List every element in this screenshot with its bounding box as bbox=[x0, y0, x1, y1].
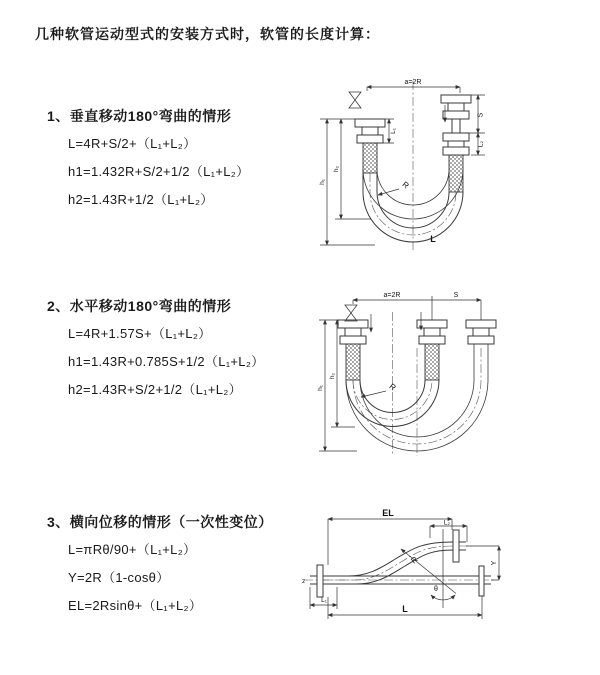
hose-hatch bbox=[425, 344, 439, 380]
section-lateral-displacement bbox=[47, 512, 273, 620]
length-label: L bbox=[430, 234, 436, 244]
section-horizontal-movement bbox=[47, 296, 264, 404]
dim-label-l2: L₂ bbox=[443, 519, 451, 527]
dim-label-h1: h₁ bbox=[319, 179, 326, 185]
dim-label-h1: h₁ bbox=[317, 385, 324, 391]
dimension-lines bbox=[317, 292, 481, 451]
left-fitting bbox=[355, 119, 385, 173]
formula-line: h1=1.432R+S/2+1/2（L₁+L₂） bbox=[68, 164, 250, 179]
diagram-horizontal-180-bend bbox=[315, 288, 595, 463]
section-heading: 3、横向位移的情形（一次性变位） bbox=[47, 514, 273, 530]
section-vertical-movement bbox=[47, 106, 249, 214]
formula-line: L=4R+S/2+（L₁+L₂） bbox=[68, 136, 197, 151]
dim-label-h2: h₂ bbox=[333, 165, 340, 173]
formula-list bbox=[47, 320, 264, 404]
axis-mark: z bbox=[302, 578, 306, 585]
right-fitting bbox=[441, 95, 471, 192]
centerlines bbox=[353, 312, 481, 456]
valve-icon bbox=[349, 92, 361, 108]
dim-label-l2: L₂ bbox=[477, 140, 485, 148]
dim-label-s: S bbox=[477, 112, 485, 118]
centerlines bbox=[304, 546, 496, 580]
angle-label: θ bbox=[434, 586, 438, 593]
hose-body bbox=[323, 542, 453, 584]
formula-line: Y=2R（1-cosθ） bbox=[68, 570, 170, 585]
formula-line: h2=1.43R+1/2（L₁+L₂） bbox=[68, 192, 214, 207]
dim-label-l1: L₁ bbox=[321, 597, 327, 604]
formula-line: L=4R+1.57S+（L₁+L₂） bbox=[68, 326, 212, 341]
diagram-lateral-displacement bbox=[300, 505, 510, 645]
centerlines bbox=[370, 81, 456, 251]
formula-line: h2=1.43R+S/2+1/2（L₁+L₂） bbox=[68, 382, 242, 397]
valve-icon bbox=[345, 305, 357, 321]
dimension-lines bbox=[310, 508, 499, 619]
dim-label-l1: L₁ bbox=[390, 128, 397, 134]
section-heading: 1、垂直移动180°弯曲的情形 bbox=[47, 108, 232, 124]
length-label: L bbox=[402, 604, 408, 614]
radius-label: R bbox=[409, 554, 420, 566]
middle-fitting bbox=[417, 320, 447, 380]
section-heading: 2、水平移动180°弯曲的情形 bbox=[47, 298, 232, 314]
page-title: 几种软管运动型式的安装方式时，软管的长度计算： bbox=[35, 26, 380, 42]
formula-line: h1=1.43R+0.785S+1/2（L₁+L₂） bbox=[68, 354, 265, 369]
dim-label-a2r: a=2R bbox=[383, 292, 401, 299]
dim-label-s: S bbox=[453, 292, 459, 299]
dim-label-h2: h₂ bbox=[329, 372, 336, 380]
hose-hatch bbox=[346, 344, 360, 380]
right-flange bbox=[479, 566, 491, 596]
formula-line: EL=2Rsinθ+（L₁+L₂） bbox=[68, 598, 203, 613]
dim-label-a2r: a=2R bbox=[404, 79, 422, 86]
formula-list bbox=[47, 536, 273, 620]
formula-line: L=πRθ/90+（L₁+L₂） bbox=[68, 542, 197, 557]
hose-hatch bbox=[363, 143, 377, 173]
dim-label-y: Y bbox=[491, 560, 498, 566]
left-flange bbox=[310, 565, 323, 597]
diagram-vertical-180-bend bbox=[315, 75, 585, 255]
radius-label: R bbox=[400, 179, 411, 191]
left-fitting bbox=[338, 320, 368, 380]
hose-hatch bbox=[449, 155, 463, 192]
displaced-fitting bbox=[466, 320, 496, 344]
dim-label-el: EL bbox=[382, 508, 394, 518]
radius-label: R bbox=[387, 381, 398, 393]
formula-list bbox=[47, 130, 249, 214]
